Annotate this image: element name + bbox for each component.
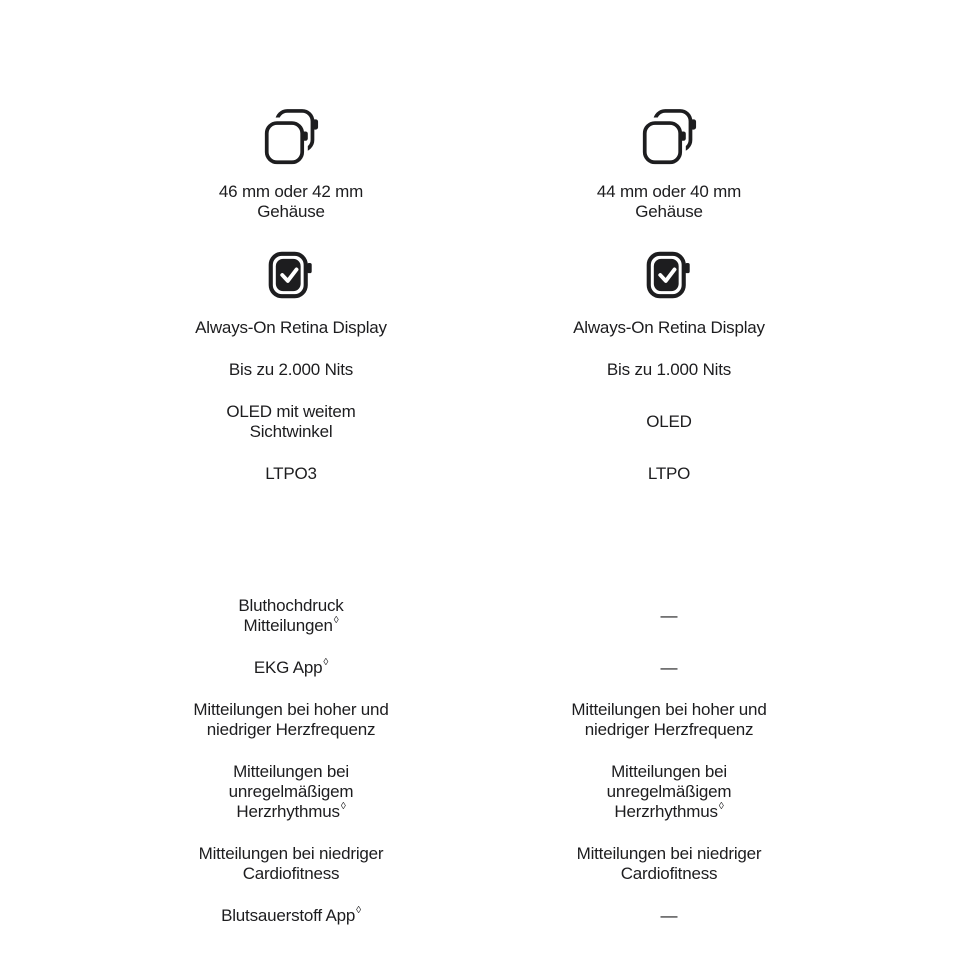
footnote-marker: ◊ (718, 801, 724, 813)
feature-cell-left (102, 108, 480, 168)
footnote-marker: ◊ (356, 905, 361, 917)
feature-cell-right (480, 844, 858, 884)
feature-cell-left (102, 762, 480, 822)
feature-cell-left (102, 182, 480, 222)
feature-cell-left (102, 464, 480, 484)
feature-text-line: EKG App◊ (253, 657, 329, 677)
feature-text-line: Mitteilungen bei niedriger (576, 844, 762, 863)
feature-text-line: LTPO (647, 464, 691, 483)
not-available-dash: — (660, 658, 678, 677)
feature-row (0, 360, 960, 380)
feature-text-line: Cardiofitness (620, 864, 718, 883)
feature-text-line: Bluthochdruck (238, 596, 344, 615)
feature-cell-right (480, 606, 858, 626)
feature-text-line: unregelmäßigem (606, 782, 732, 801)
feature-text-line: 46 mm oder 42 mm (218, 182, 364, 201)
feature-cell-left (102, 658, 480, 678)
not-available-dash: — (660, 606, 678, 625)
feature-cell-left (102, 906, 480, 926)
feature-text-line: 44 mm oder 40 mm (596, 182, 742, 201)
feature-cell-right (480, 528, 858, 580)
feature-cell-right (480, 658, 858, 678)
feature-row (0, 700, 960, 740)
feature-text-line: Always-On Retina Display (573, 318, 765, 337)
feature-cell-left (102, 700, 480, 740)
not-available-dash: — (660, 906, 678, 925)
feature-text-line: unregelmäßigem (228, 782, 354, 801)
feature-cell-left (102, 596, 480, 636)
feature-text-line: Mitteilungen bei hoher und (193, 700, 389, 719)
feature-text-line: LTPO3 (265, 464, 317, 483)
heart-icon (261, 528, 321, 580)
feature-text-line: OLED mit weitem (226, 402, 356, 421)
feature-row (0, 906, 960, 926)
feature-cell-right (480, 108, 858, 168)
footnote-marker: ◊ (333, 615, 339, 627)
feature-text-line: Blutsauerstoff App◊ (221, 905, 361, 925)
heart-icon (639, 528, 699, 580)
feature-cell-left (102, 844, 480, 884)
icon-row (0, 108, 960, 168)
feature-cell-left (102, 402, 480, 442)
feature-text-line: Sichtwinkel (249, 422, 333, 441)
icon-row (0, 528, 960, 580)
feature-text-line: Gehäuse (257, 202, 325, 221)
feature-cell-left (102, 318, 480, 338)
feature-row (0, 182, 960, 222)
feature-cell-right (480, 762, 858, 822)
feature-text-line: Mitteilungen◊ (243, 615, 339, 635)
feature-cell-right (480, 318, 858, 338)
feature-text-line: Bis zu 2.000 Nits (228, 360, 354, 379)
feature-text-line: OLED (646, 412, 692, 431)
feature-cell-left (102, 360, 480, 380)
feature-text-line: Cardiofitness (242, 864, 340, 883)
watch-case-icon (263, 108, 319, 168)
feature-text-line: Mitteilungen bei (233, 762, 349, 781)
feature-text-line: niedriger Herzfrequenz (584, 720, 754, 739)
footnote-marker: ◊ (323, 657, 329, 669)
feature-row (0, 402, 960, 442)
icon-row (0, 250, 960, 300)
feature-row (0, 658, 960, 678)
feature-cell-left (102, 528, 480, 580)
feature-text-line: Mitteilungen bei (611, 762, 727, 781)
feature-text-line: Always-On Retina Display (195, 318, 387, 337)
feature-cell-left (102, 250, 480, 300)
feature-row (0, 762, 960, 822)
feature-cell-right (480, 464, 858, 484)
feature-row (0, 464, 960, 484)
feature-row (0, 596, 960, 636)
feature-cell-right (480, 700, 858, 740)
feature-text-line: Herzrhythmus◊ (236, 801, 346, 821)
feature-cell-right (480, 360, 858, 380)
feature-row (0, 318, 960, 338)
feature-text-line: niedriger Herzfrequenz (206, 720, 376, 739)
feature-text-line: Mitteilungen bei hoher und (571, 700, 767, 719)
feature-cell-right (480, 250, 858, 300)
feature-text-line: Herzrhythmus◊ (614, 801, 724, 821)
feature-text-line: Gehäuse (635, 202, 703, 221)
feature-text-line: Bis zu 1.000 Nits (606, 360, 732, 379)
feature-cell-right (480, 182, 858, 222)
watch-case-icon (641, 108, 697, 168)
feature-cell-right (480, 412, 858, 432)
footnote-marker: ◊ (340, 801, 346, 813)
feature-text-line: Mitteilungen bei niedriger (198, 844, 384, 863)
feature-cell-right (480, 906, 858, 926)
watch-display-icon (268, 250, 314, 300)
watch-display-icon (646, 250, 692, 300)
feature-row (0, 844, 960, 884)
